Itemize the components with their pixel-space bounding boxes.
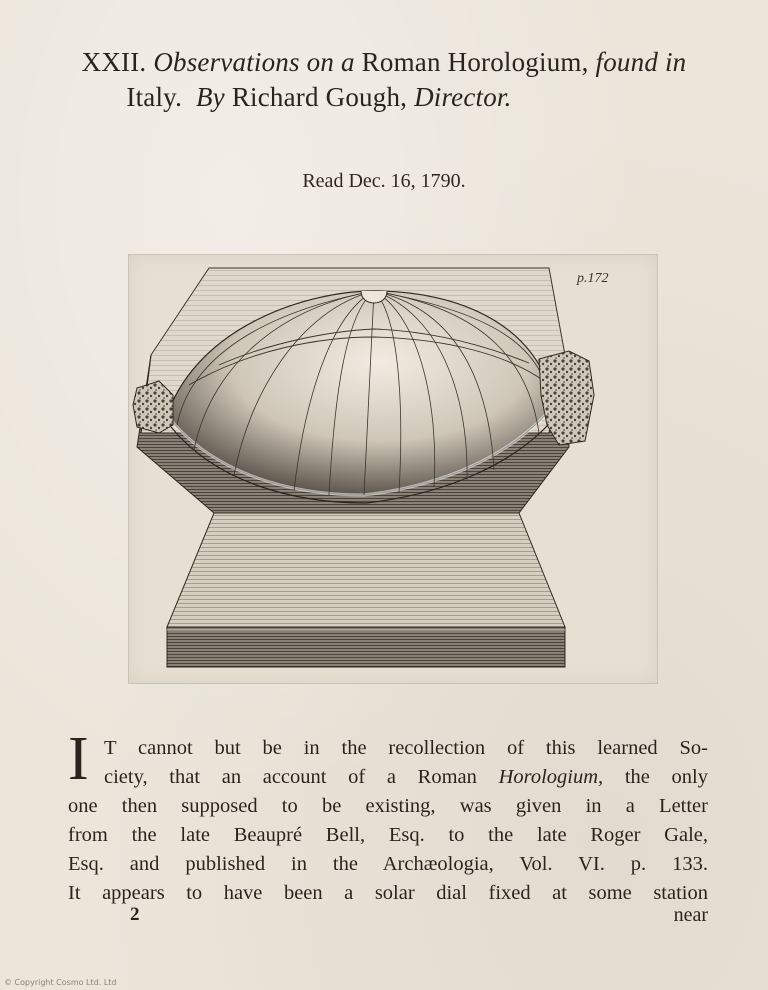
signature-mark: 2 [130, 904, 140, 925]
author-role: Director. [414, 82, 512, 112]
title-italic-3: By [195, 82, 225, 112]
text-line-6: It appears to have been a solar dial fixed at some station [68, 882, 708, 904]
copyright-notice: © Copyright Cosmo Ltd. Ltd [4, 978, 117, 987]
text-line-4: from the late Beaupré Bell, Esq. to the late Roger Gale, [68, 824, 708, 846]
text-line-5: Esq. and published in the Archæologia, Vol. VI. p. 133. [68, 853, 708, 875]
horologium-engraving [129, 255, 657, 683]
title-roman-2: Italy. [126, 82, 183, 112]
title-roman-1: Roman Horologium, [361, 47, 589, 77]
title-italic-2: found in [595, 47, 687, 77]
article-title-line-1 [0, 47, 768, 78]
text-line-2: ciety, that an account of a Roman Horologium, the only [104, 766, 708, 788]
plate-page-reference: p.172 [577, 271, 609, 286]
title-italic-1: Observations on a [153, 47, 355, 77]
body-text [68, 734, 708, 908]
author-name: Richard Gough, [231, 82, 408, 112]
text-line-3: one then supposed to be existing, was given in a Letter [68, 795, 708, 817]
title-number: XXII. [81, 47, 147, 77]
text-line-1: T cannot but be in the recollection of this learned So- [104, 737, 708, 759]
engraving-plate [128, 254, 658, 684]
article-title-line-2 [0, 82, 768, 113]
drop-cap: I [68, 725, 89, 793]
read-date: Read Dec. 16, 1790. [302, 170, 466, 192]
catchword: near [673, 904, 708, 926]
